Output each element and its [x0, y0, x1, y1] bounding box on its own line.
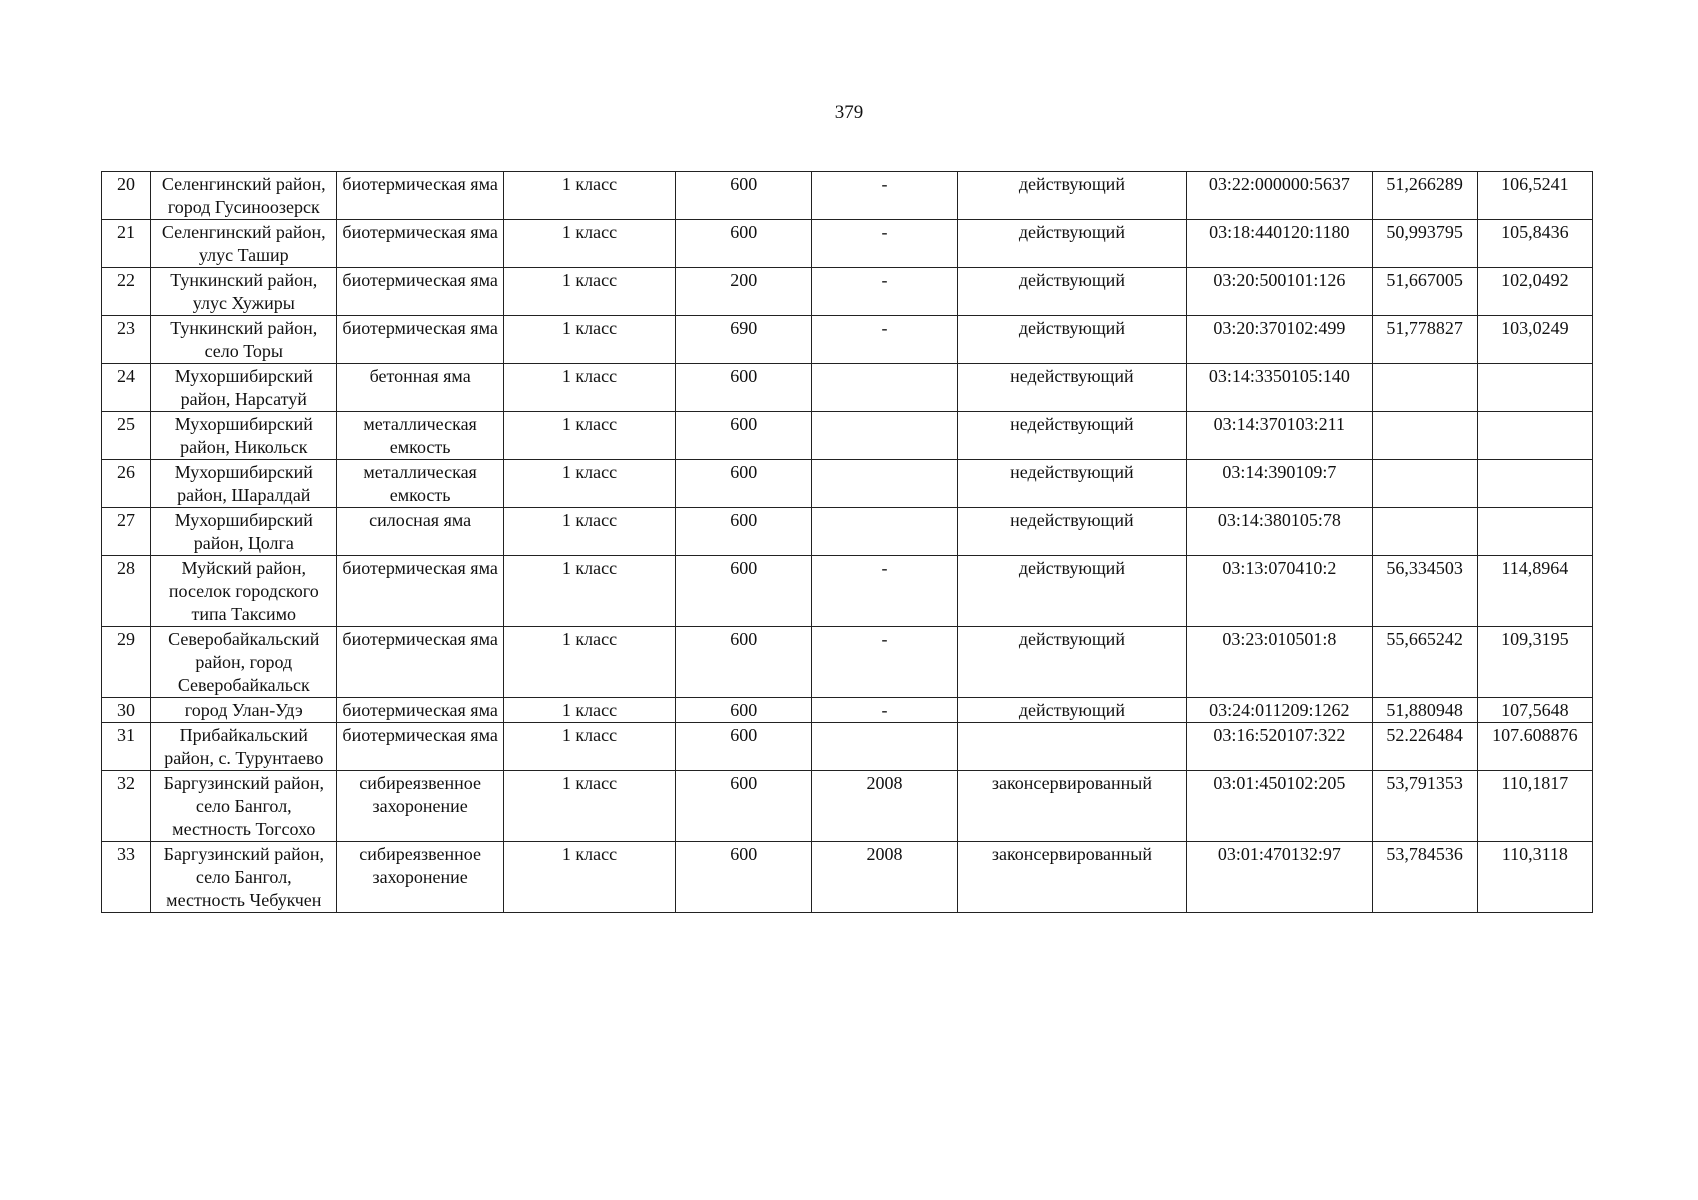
- longitude-cell: 102,0492: [1477, 268, 1592, 316]
- status-cell: действующий: [957, 627, 1186, 698]
- hazard-class-cell: 1 класс: [503, 556, 675, 627]
- location-cell: Северобайкальский район, город Северобайкальск: [151, 627, 337, 698]
- protection-zone-cell: 600: [676, 723, 812, 771]
- latitude-cell: [1372, 364, 1477, 412]
- status-cell: недействующий: [957, 508, 1186, 556]
- cadastral-number-cell: 03:01:470132:97: [1187, 842, 1372, 913]
- location-cell: Селенгинский район, город Гусиноозерск: [151, 172, 337, 220]
- row-number-cell: 27: [102, 508, 151, 556]
- protection-zone-cell: 690: [676, 316, 812, 364]
- latitude-cell: 53,784536: [1372, 842, 1477, 913]
- hazard-class-cell: 1 класс: [503, 316, 675, 364]
- latitude-cell: 51,667005: [1372, 268, 1477, 316]
- row-number-cell: 25: [102, 412, 151, 460]
- row-number-cell: 24: [102, 364, 151, 412]
- row-number-cell: 33: [102, 842, 151, 913]
- protection-zone-cell: 600: [676, 412, 812, 460]
- status-cell: действующий: [957, 316, 1186, 364]
- status-cell: действующий: [957, 172, 1186, 220]
- status-cell: действующий: [957, 268, 1186, 316]
- protection-zone-cell: 600: [676, 556, 812, 627]
- latitude-cell: [1372, 508, 1477, 556]
- status-cell: действующий: [957, 220, 1186, 268]
- object-type-cell: биотермическая яма: [337, 268, 503, 316]
- protection-zone-cell: 600: [676, 364, 812, 412]
- year-cell: -: [812, 698, 957, 723]
- cadastral-number-cell: 03:13:070410:2: [1187, 556, 1372, 627]
- object-type-cell: биотермическая яма: [337, 556, 503, 627]
- status-cell: недействующий: [957, 460, 1186, 508]
- year-cell: -: [812, 268, 957, 316]
- object-type-cell: силосная яма: [337, 508, 503, 556]
- year-cell: -: [812, 172, 957, 220]
- object-type-cell: биотермическая яма: [337, 220, 503, 268]
- longitude-cell: [1477, 412, 1592, 460]
- hazard-class-cell: 1 класс: [503, 842, 675, 913]
- cadastral-number-cell: 03:20:500101:126: [1187, 268, 1372, 316]
- cadastral-number-cell: 03:23:010501:8: [1187, 627, 1372, 698]
- year-cell: -: [812, 316, 957, 364]
- object-type-cell: биотермическая яма: [337, 316, 503, 364]
- status-cell: действующий: [957, 556, 1186, 627]
- status-cell: действующий: [957, 698, 1186, 723]
- longitude-cell: 114,8964: [1477, 556, 1592, 627]
- protection-zone-cell: 600: [676, 508, 812, 556]
- table-row: [102, 508, 1593, 556]
- hazard-class-cell: 1 класс: [503, 460, 675, 508]
- table-row: [102, 172, 1593, 220]
- object-type-cell: бетонная яма: [337, 364, 503, 412]
- year-cell: [812, 460, 957, 508]
- cadastral-number-cell: 03:14:3350105:140: [1187, 364, 1372, 412]
- row-number-cell: 21: [102, 220, 151, 268]
- location-cell: Селенгинский район, улус Ташир: [151, 220, 337, 268]
- protection-zone-cell: 200: [676, 268, 812, 316]
- row-number-cell: 31: [102, 723, 151, 771]
- table-row: [102, 723, 1593, 771]
- table-row: [102, 268, 1593, 316]
- latitude-cell: 51,266289: [1372, 172, 1477, 220]
- location-cell: Баргузинский район, село Бангол, местность Чебукчен: [151, 842, 337, 913]
- location-cell: Тункинский район, село Торы: [151, 316, 337, 364]
- cadastral-number-cell: 03:22:000000:5637: [1187, 172, 1372, 220]
- object-type-cell: биотермическая яма: [337, 172, 503, 220]
- latitude-cell: 51,880948: [1372, 698, 1477, 723]
- protection-zone-cell: 600: [676, 460, 812, 508]
- latitude-cell: [1372, 412, 1477, 460]
- year-cell: [812, 723, 957, 771]
- status-cell: недействующий: [957, 364, 1186, 412]
- table-row: [102, 556, 1593, 627]
- hazard-class-cell: 1 класс: [503, 268, 675, 316]
- object-type-cell: металлическая емкость: [337, 412, 503, 460]
- protection-zone-cell: 600: [676, 220, 812, 268]
- cadastral-number-cell: 03:20:370102:499: [1187, 316, 1372, 364]
- year-cell: -: [812, 220, 957, 268]
- latitude-cell: 55,665242: [1372, 627, 1477, 698]
- longitude-cell: 110,1817: [1477, 771, 1592, 842]
- hazard-class-cell: 1 класс: [503, 627, 675, 698]
- year-cell: 2008: [812, 771, 957, 842]
- longitude-cell: [1477, 460, 1592, 508]
- cadastral-number-cell: 03:14:380105:78: [1187, 508, 1372, 556]
- location-cell: Мухоршибирский район, Нарсатуй: [151, 364, 337, 412]
- page-number: 379: [834, 102, 864, 123]
- row-number-cell: 30: [102, 698, 151, 723]
- year-cell: [812, 508, 957, 556]
- latitude-cell: 56,334503: [1372, 556, 1477, 627]
- row-number-cell: 22: [102, 268, 151, 316]
- table-row: [102, 771, 1593, 842]
- protection-zone-cell: 600: [676, 842, 812, 913]
- cadastral-number-cell: 03:24:011209:1262: [1187, 698, 1372, 723]
- location-cell: Тункинский район, улус Хужиры: [151, 268, 337, 316]
- location-cell: город Улан-Удэ: [151, 698, 337, 723]
- hazard-class-cell: 1 класс: [503, 412, 675, 460]
- latitude-cell: 51,778827: [1372, 316, 1477, 364]
- status-cell: законсервированный: [957, 771, 1186, 842]
- latitude-cell: 53,791353: [1372, 771, 1477, 842]
- table-row: [102, 698, 1593, 723]
- row-number-cell: 32: [102, 771, 151, 842]
- object-type-cell: металлическая емкость: [337, 460, 503, 508]
- year-cell: [812, 412, 957, 460]
- hazard-class-cell: 1 класс: [503, 508, 675, 556]
- longitude-cell: 110,3118: [1477, 842, 1592, 913]
- table-row: [102, 627, 1593, 698]
- hazard-class-cell: 1 класс: [503, 771, 675, 842]
- year-cell: -: [812, 556, 957, 627]
- location-cell: Мухоршибирский район, Шаралдай: [151, 460, 337, 508]
- row-number-cell: 20: [102, 172, 151, 220]
- protection-zone-cell: 600: [676, 771, 812, 842]
- longitude-cell: 109,3195: [1477, 627, 1592, 698]
- protection-zone-cell: 600: [676, 172, 812, 220]
- row-number-cell: 23: [102, 316, 151, 364]
- hazard-class-cell: 1 класс: [503, 364, 675, 412]
- latitude-cell: 52.226484: [1372, 723, 1477, 771]
- object-type-cell: сибиреязвенное захоронение: [337, 771, 503, 842]
- table-row: [102, 316, 1593, 364]
- data-table: [101, 171, 1593, 913]
- longitude-cell: 103,0249: [1477, 316, 1592, 364]
- location-cell: Муйский район, поселок городского типа Таксимо: [151, 556, 337, 627]
- row-number-cell: 26: [102, 460, 151, 508]
- protection-zone-cell: 600: [676, 627, 812, 698]
- table-row: [102, 220, 1593, 268]
- cadastral-number-cell: 03:18:440120:1180: [1187, 220, 1372, 268]
- hazard-class-cell: 1 класс: [503, 723, 675, 771]
- status-cell: [957, 723, 1186, 771]
- object-type-cell: биотермическая яма: [337, 723, 503, 771]
- longitude-cell: 105,8436: [1477, 220, 1592, 268]
- object-type-cell: биотермическая яма: [337, 698, 503, 723]
- longitude-cell: 107.608876: [1477, 723, 1592, 771]
- hazard-class-cell: 1 класс: [503, 172, 675, 220]
- longitude-cell: 107,5648: [1477, 698, 1592, 723]
- location-cell: Мухоршибирский район, Никольск: [151, 412, 337, 460]
- location-cell: Баргузинский район, село Бангол, местность Тогсохо: [151, 771, 337, 842]
- year-cell: [812, 364, 957, 412]
- row-number-cell: 29: [102, 627, 151, 698]
- status-cell: недействующий: [957, 412, 1186, 460]
- year-cell: 2008: [812, 842, 957, 913]
- table-row: [102, 412, 1593, 460]
- object-type-cell: биотермическая яма: [337, 627, 503, 698]
- location-cell: Прибайкальский район, с. Турунтаево: [151, 723, 337, 771]
- status-cell: законсервированный: [957, 842, 1186, 913]
- cadastral-number-cell: 03:14:370103:211: [1187, 412, 1372, 460]
- table-body: [102, 172, 1593, 913]
- row-number-cell: 28: [102, 556, 151, 627]
- year-cell: -: [812, 627, 957, 698]
- latitude-cell: [1372, 460, 1477, 508]
- location-cell: Мухоршибирский район, Цолга: [151, 508, 337, 556]
- cadastral-number-cell: 03:14:390109:7: [1187, 460, 1372, 508]
- longitude-cell: [1477, 364, 1592, 412]
- latitude-cell: 50,993795: [1372, 220, 1477, 268]
- hazard-class-cell: 1 класс: [503, 698, 675, 723]
- cadastral-number-cell: 03:01:450102:205: [1187, 771, 1372, 842]
- longitude-cell: 106,5241: [1477, 172, 1592, 220]
- cadastral-number-cell: 03:16:520107:322: [1187, 723, 1372, 771]
- longitude-cell: [1477, 508, 1592, 556]
- hazard-class-cell: 1 класс: [503, 220, 675, 268]
- table-row: [102, 842, 1593, 913]
- table-row: [102, 364, 1593, 412]
- protection-zone-cell: 600: [676, 698, 812, 723]
- table-row: [102, 460, 1593, 508]
- object-type-cell: сибиреязвенное захоронение: [337, 842, 503, 913]
